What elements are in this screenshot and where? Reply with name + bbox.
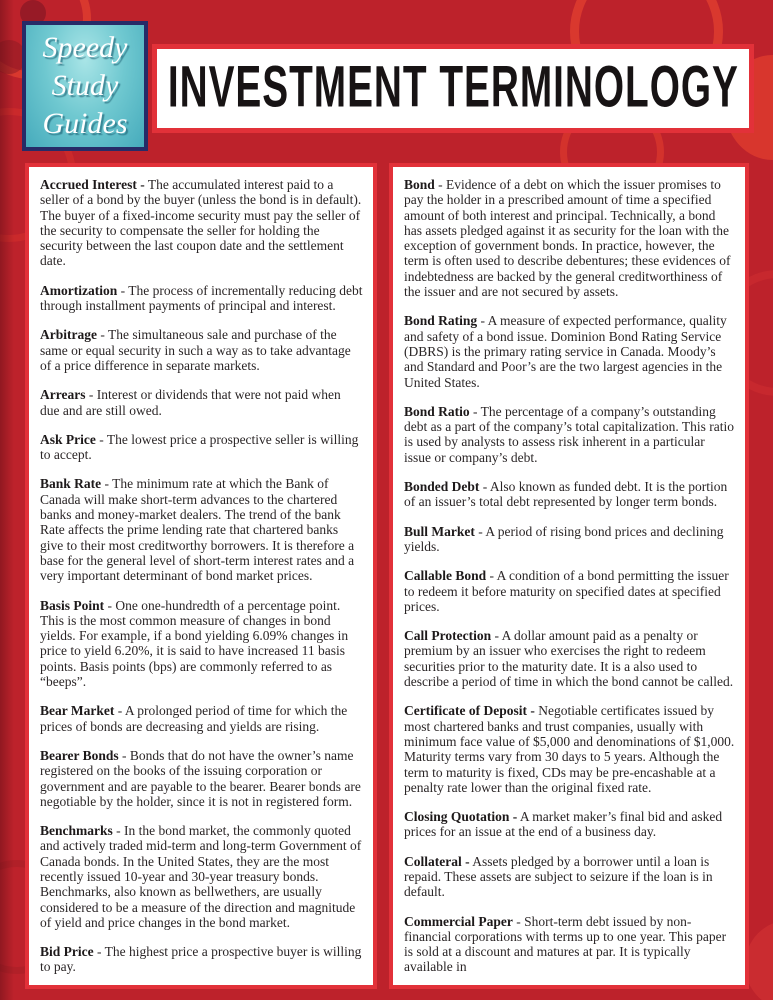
glossary-entry	[40, 283, 363, 314]
term-label: Bank Rate	[40, 476, 102, 492]
glossary-entry	[404, 914, 735, 975]
term-definition: - The simultaneous sale and purchase of the same or equal security in such a way as to take advantage of a price difference in separate markets.	[40, 327, 351, 373]
term-definition: A market maker’s final bid and asked prices for an issue at the end of a business day.	[404, 809, 723, 840]
glossary-entry	[404, 628, 735, 689]
glossary-entry	[404, 524, 735, 555]
term-definition: - The minimum rate at which the Bank of Canada will make short-term advances to the chartered banks and money-market dealers. The trend of the bank Rate affects the prime lending rate that chartered banks give to their most creditworthy borrowers. It is therefore a base for the general level of short-term interest rates and a very important determinant of bond market prices.	[40, 476, 355, 584]
glossary-entry	[404, 404, 735, 465]
logo-text-speedy: Speedy	[42, 31, 128, 64]
glossary-entry	[40, 748, 363, 809]
glossary-column-right	[389, 163, 749, 989]
term-label: Bonded Debt	[404, 479, 480, 495]
term-label: Bond Rating	[404, 313, 478, 329]
term-definition: - Bonds that do not have the owner’s name registered on the books of the issuing corporation or government and are payable to the bearer. Bearer bonds are negotiable by the holder, since it is not in registered form.	[40, 747, 361, 809]
term-label: Callable Bond	[404, 568, 487, 584]
page-edge-shading	[0, 0, 14, 1000]
term-definition: - Evidence of a debt on which the issuer promises to pay the holder in a prescribed amount of time a specified amount of both interest and principal. Technically, a bond has assets pledged against it as security for the loan with the exception of government bonds. In practice, however, the term is often used to describe debentures; these evidences of indebtedness are backed by the general creditworthiness of the issuer and are not secured by assets.	[404, 177, 731, 300]
title-banner	[152, 44, 754, 133]
term-definition: Assets pledged by a borrower until a loan is repaid. These assets are subject to seizure if the loan is in default.	[404, 853, 713, 900]
glossary-entry	[404, 854, 735, 900]
glossary-entry	[404, 568, 735, 614]
glossary-entry	[40, 703, 363, 734]
glossary-entry	[404, 809, 735, 840]
term-definition: Negotiable certificates issued by most chartered banks and trust companies, usually with minimum face value of $5,000 and denominations of $1,000. Maturity terms vary from 30 days to 5 years. Although the term to maturity is fixed, CDs may be pre-encashable at a penalty rate lower than the original fixed rate.	[404, 703, 735, 795]
term-definition: - A measure of expected performance, quality and safety of a bond issue. Dominion Bond Rating Service (DBRS) is the primary rating service in Canada. Moody’s and Standard and Poor’s are the two largest agencies in the United States.	[404, 313, 727, 390]
term-label: Bid Price	[40, 944, 94, 960]
term-label: Bull Market	[404, 523, 475, 539]
term-label: Ask Price	[40, 431, 96, 447]
glossary-entry	[40, 387, 363, 418]
term-definition: The accumulated interest paid to a seller of a bond by the buyer (unless the bond is in default). The buyer of a fixed-income security must pay the seller of the security to compensate the seller for holding the security between the last coupon date and the settlement date.	[40, 177, 362, 269]
term-label: Closing Quotation -	[404, 809, 518, 825]
term-definition: - A prolonged period of time for which the prices of bonds are decreasing and yields are rising.	[40, 703, 348, 734]
term-definition: - The process of incrementally reducing debt through installment payments of principal and interest.	[40, 282, 363, 314]
term-label: Benchmarks	[40, 823, 113, 839]
glossary-entry	[40, 327, 363, 373]
glossary-entry	[40, 177, 363, 269]
glossary-entry	[404, 703, 735, 795]
term-label: Accrued Interest -	[40, 177, 145, 192]
term-definition: - The highest price a prospective buyer is willing to pay.	[40, 944, 362, 975]
term-label: Bond	[404, 177, 435, 192]
term-label: Commercial Paper	[404, 913, 513, 929]
glossary-entry	[40, 432, 363, 463]
term-label: Certificate of Deposit -	[404, 703, 535, 719]
term-label: Arbitrage	[40, 327, 97, 343]
term-definition: - Short-term debt issued by non-financial corporations with terms up to one year. This paper is sold at a discount and matures at par. It is typically available in	[404, 913, 727, 975]
term-definition: - Also known as funded debt. It is the portion of an issuer’s total debt represented by longer term bonds.	[404, 479, 728, 510]
logo-text-study: Study	[51, 69, 119, 102]
term-definition: - In the bond market, the commonly quoted and actively traded mid-term and long-term Government of Canada bonds. In the United States, they are the most recently issued 10-year and 30-year treasury bonds. Benchmarks, also known as bellwethers, are usually considered to be a measure of the direction and magnitude of yield and price changes in the bond market.	[40, 823, 362, 930]
term-definition: - Interest or dividends that were not paid when due and are still owed.	[40, 387, 341, 418]
term-label: Basis Point	[40, 597, 105, 613]
term-definition: - The percentage of a company’s outstanding debt as a part of the company’s total capitalization. This ratio is used by analysts to assess risk inherent in a particular issue or company’s debt.	[404, 403, 735, 465]
term-label: Bearer Bonds	[40, 747, 119, 763]
glossary-entry	[404, 313, 735, 389]
term-label: Amortization	[40, 282, 118, 298]
page-title: INVESTMENT TERMINOLOGY	[167, 55, 739, 120]
term-definition: - The lowest price a prospective seller is willing to accept.	[40, 431, 359, 463]
term-label: Arrears	[40, 387, 86, 403]
term-label: Collateral -	[404, 853, 470, 869]
glossary-entry	[40, 598, 363, 690]
term-definition: - One one-hundredth of a percentage point. This is the most common measure of changes in bond yields. For example, if a bond yielding 6.09% changes in price to yield 6.20%, it is said to have increased 11 basis points. Basis points (bps) are commonly referred to as “beeps”.	[40, 597, 349, 690]
glossary-column-left	[25, 163, 377, 989]
logo-text-guides: Guides	[42, 107, 128, 140]
brand-logo	[22, 21, 148, 151]
glossary-entry	[40, 823, 363, 930]
term-definition: - A dollar amount paid as a penalty or premium by an issuer who exercises the right to redeem securities prior to the maturity date. It is a also used to describe a period of time in which the bond cannot be called.	[404, 628, 734, 690]
term-label: Call Protection	[404, 628, 492, 644]
circle-decoration	[745, 920, 773, 1000]
term-label: Bond Ratio	[404, 403, 470, 419]
term-definition: - A period of rising bond prices and declining yields.	[404, 523, 724, 554]
glossary-entry	[40, 944, 363, 975]
glossary-entry	[404, 177, 735, 299]
glossary-entry	[404, 479, 735, 510]
term-label: Bear Market	[40, 703, 115, 719]
glossary-entry	[40, 476, 363, 583]
term-definition: - A condition of a bond permitting the issuer to redeem it before maturity on specified dates at specified prices.	[404, 568, 729, 614]
